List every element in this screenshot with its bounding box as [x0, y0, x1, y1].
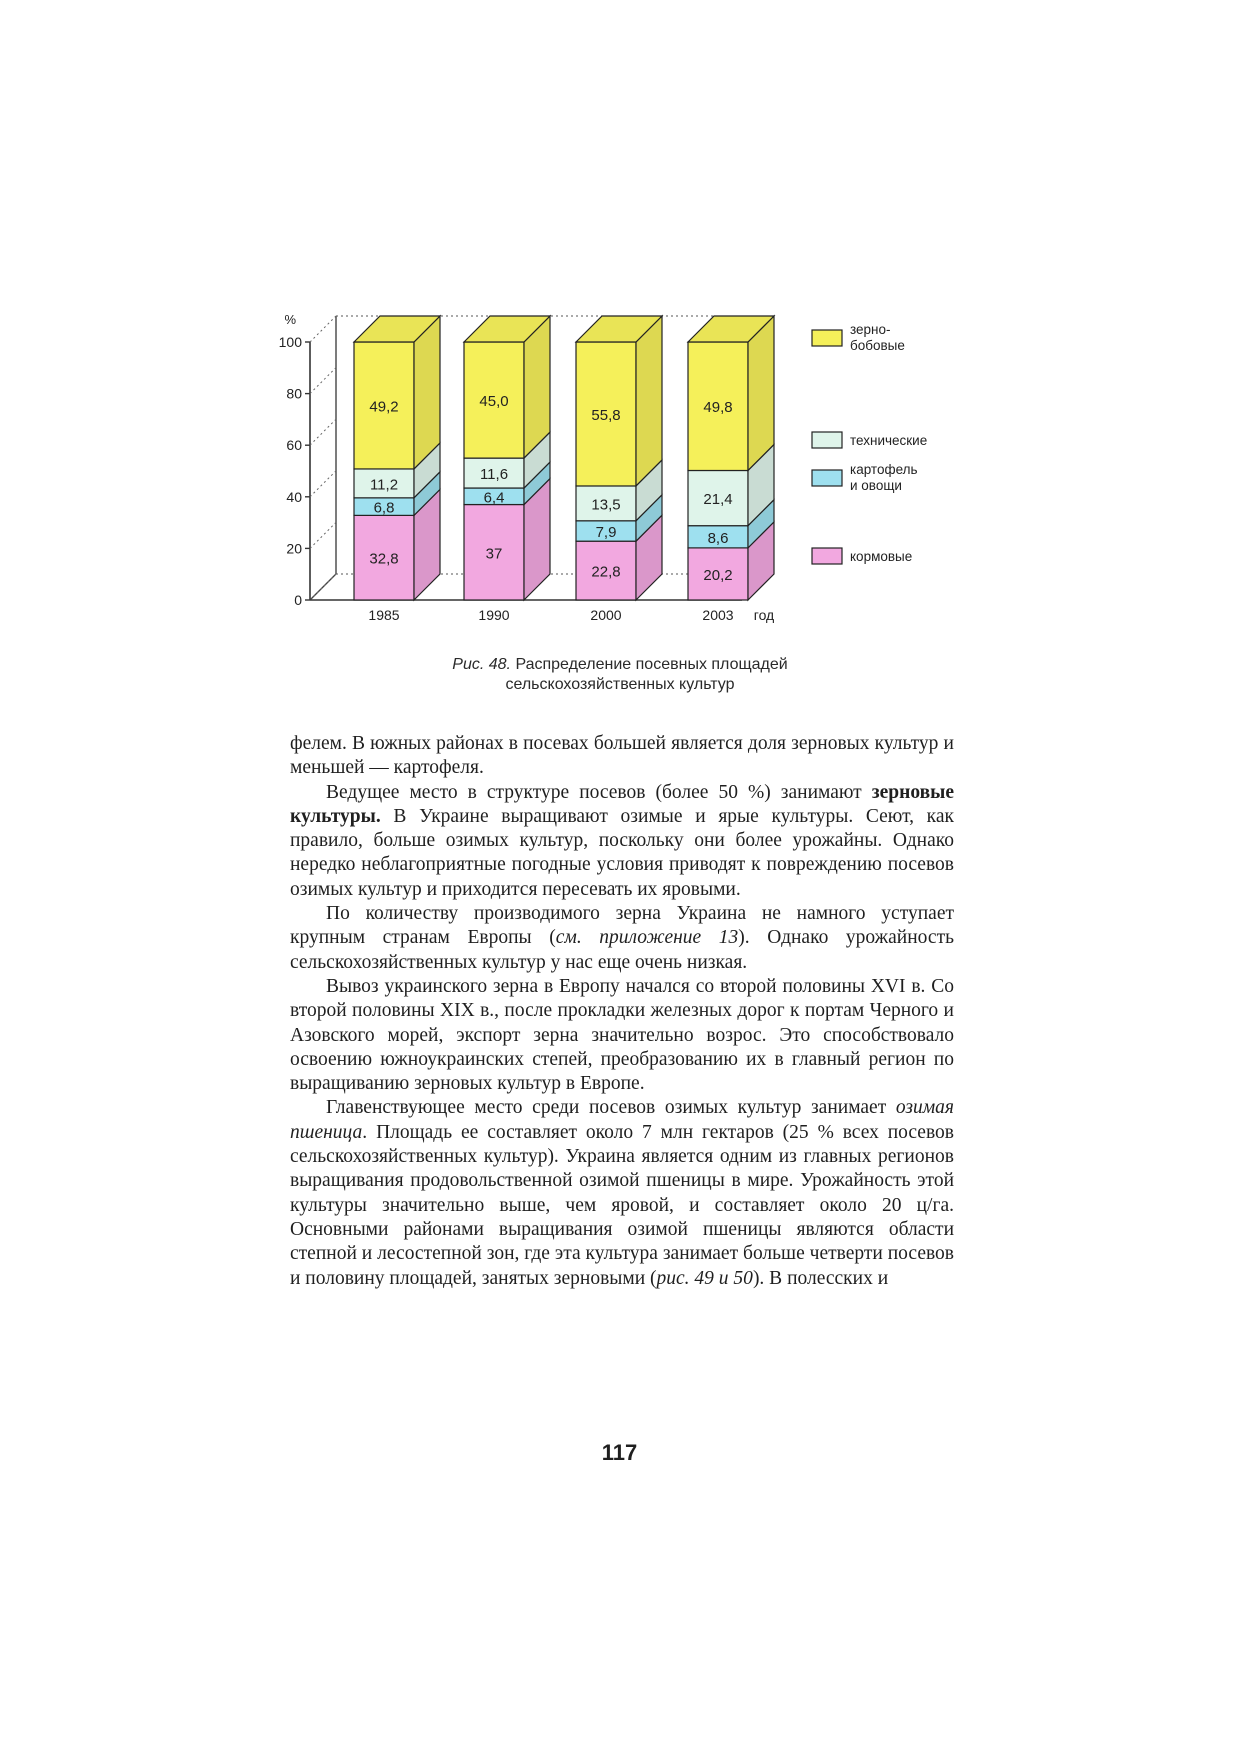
bar-value-label: 49,2 — [369, 398, 399, 416]
legend-label-line-2: бобовые — [850, 338, 905, 353]
x-axis-label: год — [753, 607, 775, 623]
bar-value-label: 20,2 — [703, 566, 733, 584]
bar-value-label: 21,4 — [703, 491, 733, 509]
term-winter-wheat: озимая пшеница — [290, 1097, 954, 1143]
bar-value-label: 49,8 — [703, 399, 733, 417]
legend-label: картофель — [850, 462, 918, 477]
legend-swatch — [812, 548, 842, 564]
chart-bars — [354, 316, 774, 600]
bar-value-label: 8,6 — [707, 529, 729, 547]
bar-value-label: 22,8 — [591, 563, 621, 581]
bar-segment-side — [748, 316, 774, 470]
y-gridline — [310, 368, 336, 394]
bar-value-label: 55,8 — [591, 406, 621, 424]
x-tick-label: 2003 — [702, 607, 734, 623]
legend-swatch — [812, 330, 842, 346]
paragraph-5: Главенствующее место среди посевов озимых культур занимает озимая пшеница. Площадь ее составляет около 7 млн гектаров (25 % всех посевов сельскохозяйственных культур). Украина является одним из главных регионов выращивания продовольственной озимой пшеницы в мире. Урожайность этой культуры значительно выше, чем яровой, и составляет около 20 ц/га. Основными районами выращивания озимой пшеницы являются области степной и лесостепной зон, где эта культура занимает больше четверти посевов и половину площадей, занятых зерновыми (рис. 49 и 50). В полесских и — [290, 1097, 954, 1289]
y-tick-label: 100 — [278, 334, 302, 350]
paragraph-1: фелем. В южных районах в посевах большей является доля зерновых культур и меньшей — картофеля. — [290, 733, 954, 779]
paragraph-3: По количеству производимого зерна Украина не намного уступает крупным странам Европы (см. приложение 13). Однако урожайность сельскохозяйственных культур у нас еще очень низкая. — [290, 903, 954, 973]
y-tick-label: 80 — [286, 385, 302, 402]
y-tick-label: 0 — [294, 592, 302, 608]
x-tick-label: 1990 — [478, 607, 510, 623]
figure-number: Рис. 48. — [452, 656, 511, 673]
legend-swatch — [812, 470, 842, 486]
x-tick-label: 2000 — [590, 607, 622, 623]
y-tick-label: 40 — [286, 488, 302, 505]
figure-caption — [300, 655, 940, 695]
y-gridline — [310, 316, 336, 342]
bar-value-label: 13,5 — [591, 496, 621, 514]
bar-value-label: 7,9 — [595, 523, 617, 541]
y-gridline — [310, 419, 336, 445]
bar-value-label: 6,4 — [483, 489, 505, 507]
paragraph-2: Ведущее место в структуре посевов (более 50 %) занимают зерновые культуры. В Украине выращивают озимые и ярые культуры. Сеют, как правило, больше озимых культур, поскольку они более урожайны. Однако нередко неблагоприятные погодные условия приводят к повреждению посевов озимых культур и приходится пересевать их яровыми. — [290, 781, 954, 900]
appendix-reference: см. приложение 13 — [555, 927, 739, 949]
bar-value-label: 32,8 — [369, 550, 399, 568]
chart-legend — [812, 322, 927, 564]
chart-back-wall — [310, 316, 336, 600]
page-number: 117 — [601, 1440, 638, 1465]
bar-value-label: 37 — [485, 545, 503, 563]
bar-value-label: 6,8 — [373, 499, 395, 517]
legend-swatch — [812, 432, 842, 448]
y-axis-label: % — [284, 312, 296, 327]
legend-label: технические — [850, 433, 928, 448]
y-tick-label: 60 — [286, 437, 302, 454]
bar-segment-side — [636, 316, 662, 486]
y-gridline — [310, 471, 336, 497]
bar-value-label: 11,6 — [479, 466, 509, 484]
body-text — [290, 732, 954, 1291]
legend-label: зерно- — [850, 322, 891, 337]
x-tick-label: 1985 — [368, 607, 400, 623]
y-gridline — [310, 522, 336, 548]
legend-label-line-2: и овощи — [850, 478, 902, 493]
term-grain-crops: зерновые культуры. — [290, 781, 954, 827]
legend-label: кормовые — [850, 549, 913, 564]
caption-line-1: Распределение посевных площадей — [515, 656, 788, 673]
figure-reference: рис. 49 и 50 — [656, 1267, 753, 1289]
y-tick-label: 20 — [286, 540, 302, 557]
paragraph-4: Вывоз украинского зерна в Европу начался со второй половины XVI в. Со второй половины XIX в., после прокладки железных дорог к портам Черного и Азовского морей, экспорт зерна значительно возрос. Это способствовало освоению южноукраинских степей, преобразованию их в главный регион по выращиванию зерновых культур в Европе. — [290, 975, 954, 1095]
bar-value-label: 45,0 — [479, 393, 509, 411]
bar-value-label: 11,2 — [369, 476, 399, 494]
caption-line-2: сельскохозяйственных культур — [505, 676, 735, 693]
crop-area-chart — [272, 300, 972, 630]
